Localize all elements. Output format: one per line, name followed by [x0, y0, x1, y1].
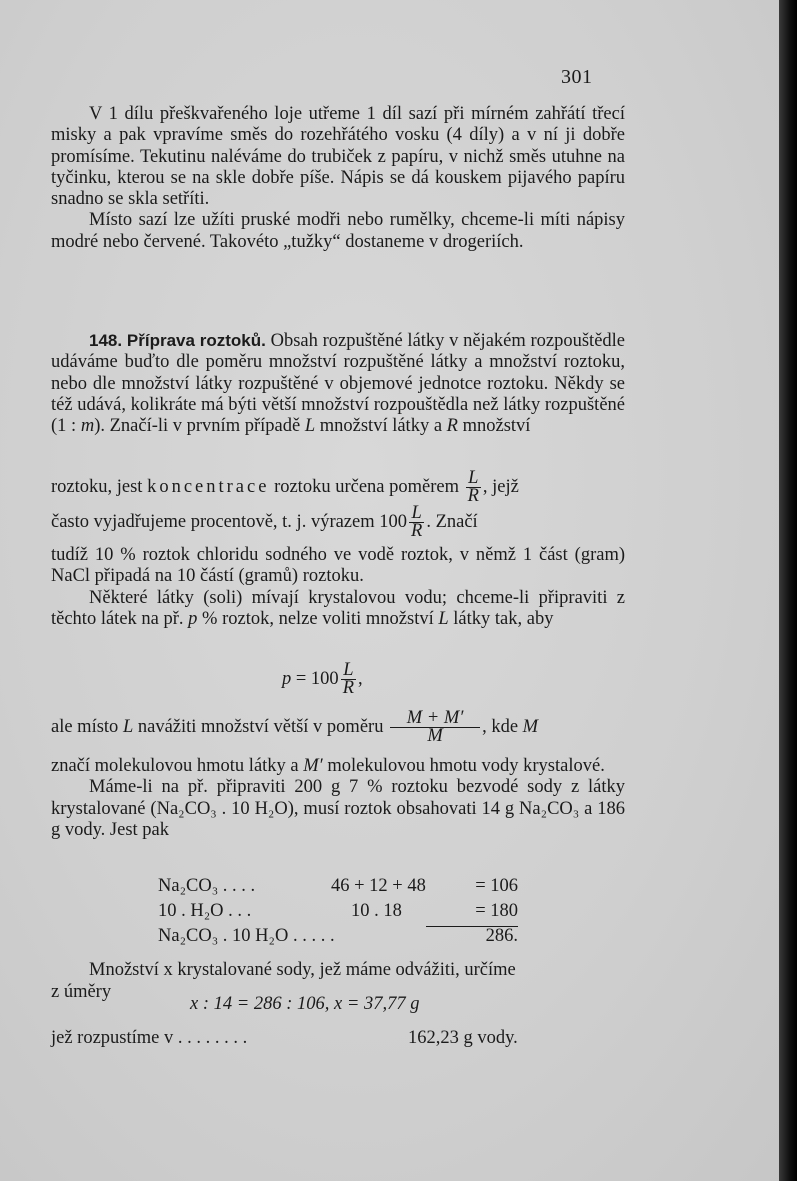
text-span: % roztok, nelze voliti množství [197, 608, 439, 629]
var-M-prime: M′ [303, 756, 323, 776]
table-row [158, 876, 518, 901]
table-cell: 10 . H₂O . . . [158, 901, 252, 921]
table-cell: = 180 [475, 901, 518, 921]
proportion-label: z úměry [51, 982, 112, 1002]
section-148 [51, 330, 625, 437]
var-m: m [80, 416, 95, 437]
table-cell: 286. [485, 926, 518, 946]
intro-paragraph-1: V 1 dílu přeškvařeného loje utřeme 1 díl sazí při mírném zahřátí třecí misky a pak vpravíme směs do rozehřátého vosku (4 díly) a v ní ji dobře promísíme. Tekutinu naléváme do trubiček z papíru, v nichž směs utuhne na tyčinku, kterou se na skle dobře píše. Nápis se dá kouskem pijavého papíru snadno se skla setříti. [51, 104, 625, 210]
section-paragraph-4 [51, 756, 625, 777]
text-span: roztoku, jest [51, 476, 148, 497]
table-cell: = 106 [475, 876, 518, 896]
denominator: R [411, 521, 423, 541]
section-paragraph-2: tudíž 10 % roztok chloridu sodného ve vodě roztok, v němž 1 část (gram) NaCl připadá na 10 částí (gramů) roztoku. [51, 545, 625, 587]
intro-block [51, 104, 625, 253]
text-span: , jejž [482, 476, 519, 497]
denominator: R [467, 486, 479, 506]
text-span: značí molekulovou hmotu látky a [51, 756, 304, 776]
section-paragraph-1 [51, 330, 625, 437]
table-row [158, 901, 518, 926]
section-paragraph-5: Máme-li na př. připraviti 200 g 7 % roztoku bezvodé sody z látky krystalované (Na₂CO₃ . 10 H₂O), musí roztok obsahovati 14 g Na₂CO₃ a 186 g vody. Jest pak [51, 777, 625, 840]
concentration-line [51, 470, 519, 505]
var-p: p [282, 668, 292, 689]
spaced-term: koncentrace [147, 476, 270, 497]
text-span: = 100 [291, 668, 339, 689]
equation-p [282, 662, 363, 697]
table-cell: Na₂CO₃ . 10 H₂O . . . . . [158, 926, 335, 946]
fraction-M-ratio [390, 710, 480, 745]
text-span: Obsah rozpuštěné látky v nějakém rozpouštědle udáváme buďto dle poměru množství rozpuštěné látky a množství roztoku, nebo dle množství látky rozpuštěné v objemové jednotce roztoku. Někdy se též udává, kolikráte má býti větší množství rozpouštědla než látky rozpuštěné (1 : [51, 331, 625, 437]
numerator: L [466, 470, 481, 488]
text-span: Množství x krystalované sody, jež máme odvážiti, určíme [89, 960, 516, 980]
text-span: , [358, 668, 363, 689]
text-span: Některé látky (soli) mívají krystalovou vodu; chceme-li připraviti z těchto látek na př. [51, 587, 625, 629]
table-row [158, 926, 518, 951]
final-value: 162,23 g vody. [408, 1028, 518, 1048]
fraction-L-over-R [341, 662, 356, 697]
mass-ratio-line [51, 710, 538, 745]
text-span: . Značí [426, 511, 478, 532]
text-span: často vyjadřujeme procentově, t. j. výrazem 100 [51, 511, 407, 532]
denominator: R [342, 678, 354, 698]
text-span: jež rozpustíme v . . . . . . . . [51, 1028, 248, 1048]
page-edge-shadow [779, 0, 797, 1181]
text-span: molekulovou hmotu vody krystalové. [322, 756, 605, 776]
calculation-table [158, 876, 518, 951]
table-cell: 10 . 18 [351, 901, 402, 921]
section-body-2 [51, 545, 625, 630]
var-M: M [522, 716, 539, 737]
closing-paragraph [51, 960, 625, 981]
var-L: L [122, 716, 134, 737]
text-span: navážiti množství větší v poměru [133, 716, 384, 737]
section-body-3 [51, 756, 625, 841]
text-span: množství [457, 416, 531, 437]
proportion-equation [190, 994, 419, 1015]
text-span: látky tak, aby [448, 608, 554, 629]
page-number: 301 [561, 66, 593, 88]
denominator: M [427, 726, 443, 746]
var-L: L [438, 608, 449, 629]
text-span: ale místo [51, 716, 123, 737]
text-span: množství látky a [315, 416, 447, 437]
equation-text: x : 14 = 286 : 106, x = 37,77 g [190, 994, 420, 1014]
fraction-L-over-R [409, 505, 424, 540]
section-heading: 148. Příprava roztoků. [89, 331, 266, 350]
percent-line [51, 505, 478, 540]
fraction-L-over-R [466, 470, 481, 505]
closing-block [51, 960, 625, 981]
text-span: roztoku určena poměrem [269, 476, 459, 497]
section-paragraph-3 [51, 588, 625, 631]
var-p: p [188, 608, 198, 629]
text-span: , kde [482, 716, 523, 737]
var-L: L [304, 416, 316, 437]
table-cell: Na₂CO₃ . . . . [158, 876, 256, 896]
final-line [51, 1028, 247, 1049]
numerator: M + M′ [390, 710, 480, 728]
numerator: L [341, 662, 356, 680]
var-R: R [446, 416, 458, 437]
text-span: ). Značí-li v prvním případě [94, 416, 305, 437]
table-cell: 46 + 12 + 48 [331, 876, 426, 896]
numerator: L [409, 505, 424, 523]
intro-paragraph-2: Místo sazí lze užíti pruské modři nebo rumělky, chceme-li míti nápisy modré nebo červené. Takovéto „tužky“ dostaneme v drogeriích. [51, 210, 625, 252]
